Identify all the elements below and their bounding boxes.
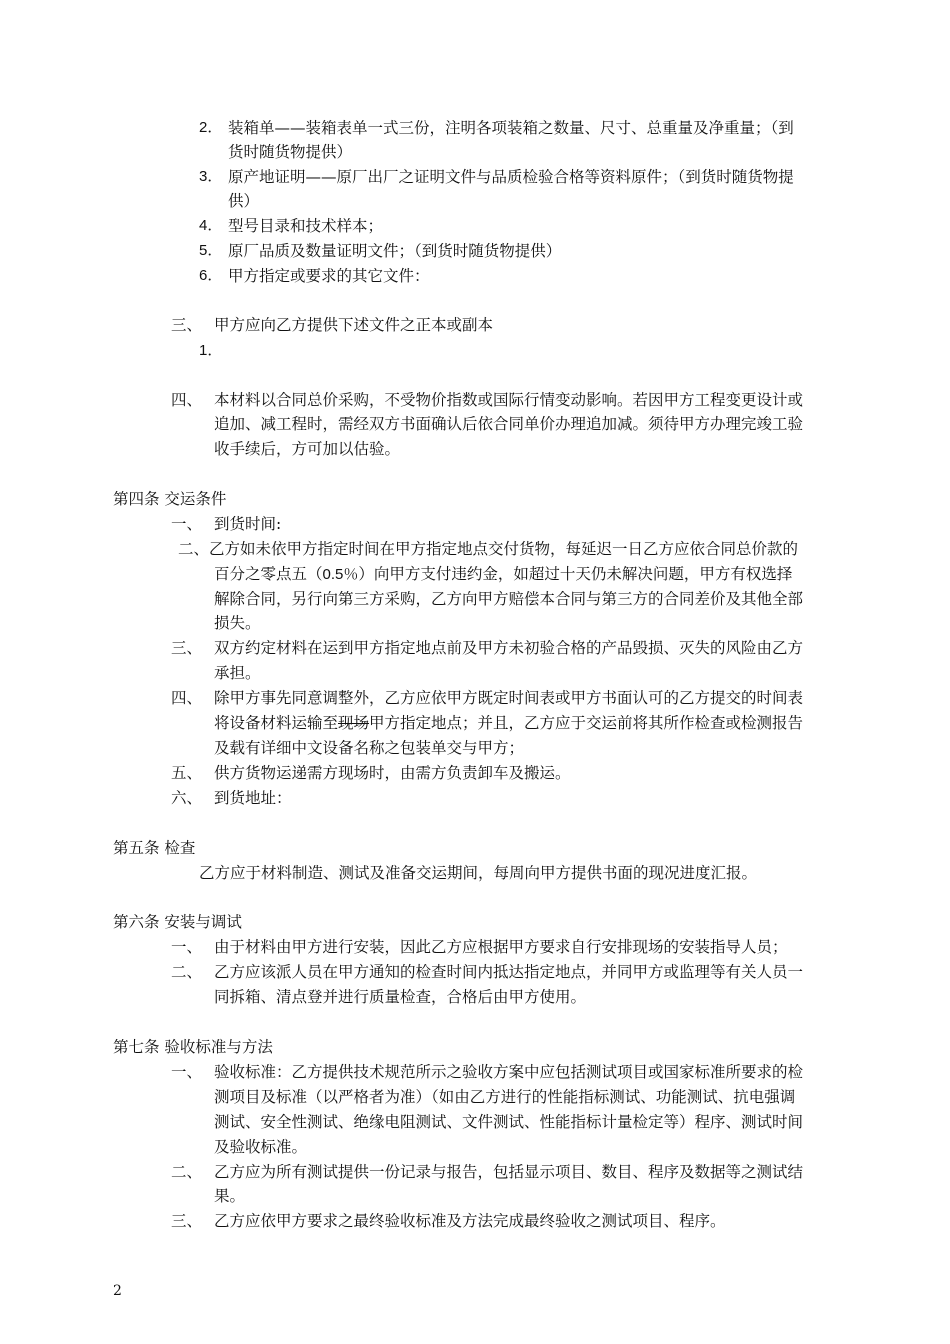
list-number: 4． [199,217,223,234]
list-text: 货时随货物提供） [228,143,353,161]
clause-text: 同拆箱、清点登并进行质量检查，合格后由甲方使用。 [214,988,587,1006]
clause-mark: 二、 [171,963,203,981]
article-title: 第五条 检查 [113,839,196,857]
struck-text: 现场 [338,714,370,732]
clause-mark: 三、 [171,316,203,334]
clause-text: 及验收标准。 [214,1138,308,1156]
clause-mark: 四、 [171,689,203,707]
clause-mark: 二、 [171,1163,203,1181]
clause-text: 供方货物运递需方现场时，由需方负责卸车及搬运。 [214,764,571,782]
list-number: 3． [199,168,223,185]
clause-text: 乙方应依甲方要求之最终验收标准及方法完成最终验收之测试项目、程序。 [214,1212,726,1230]
list-text: 甲方指定或要求的其它文件： [228,267,430,285]
text-segment: 将设备材料运输至 [214,714,339,732]
clause-mark: 一、 [171,1063,203,1081]
article-title: 第六条 安装与调试 [113,913,242,931]
clause-text: 到货地址： [214,789,292,807]
clause-mark: 一、 [171,515,203,533]
clause-text: 本材料以合同总价采购，不受物价指数或国际行情变动影响。若因甲方工程变更设计或 [214,391,804,409]
text-segment: 百分之零点五（ [214,565,323,583]
clause-text: 乙方应该派人员在甲方通知的检查时间内抵达指定地点，并同甲方或监理等有关人员一 [214,963,804,981]
list-text: 供） [228,192,260,210]
clause-mark: 四、 [171,391,203,409]
clause-text [214,562,792,587]
clause-text: 二、乙方如未依甲方指定时间在甲方指定地点交付货物，每延迟一日乙方应依合同总价款的 [178,540,799,558]
list-text: 型号目录和技术样本； [228,217,384,235]
clause-text: 甲方应向乙方提供下述文件之正本或副本 [214,316,494,334]
clause-text: 测试、安全性测试、绝缘电阻测试、文件测试、性能指标计量检定等）程序、测试时间 [214,1113,804,1131]
clause-text: 验收标准：乙方提供技术规范所示之验收方案中应包括测试项目或国家标准所要求的检 [214,1063,804,1081]
clause-text: 收手续后，方可加以估验。 [214,440,401,458]
clause-text: 除甲方事先同意调整外，乙方应依甲方既定时间表或甲方书面认可的乙方提交的时间表 [214,689,804,707]
clause-text: 由于材料由甲方进行安装，因此乙方应根据甲方要求自行安排现场的安装指导人员； [214,938,788,956]
list-number: 2． [199,119,223,136]
page-number: 2 [113,1283,122,1299]
list-number: 5． [199,242,223,259]
clause-mark: 六、 [171,789,203,807]
clause-mark: 五、 [171,764,203,782]
clause-text: 双方约定材料在运到甲方指定地点前及甲方未初验合格的产品毁损、灭失的风险由乙方 [214,639,804,657]
clause-text: 解除合同，另行向第三方采购，乙方向甲方赔偿本合同与第三方的合同差价及其他全部 [214,590,804,608]
clause-mark: 一、 [171,938,203,956]
article-title: 第七条 验收标准与方法 [113,1038,273,1056]
clause-text: 及载有详细中文设备名称之包装单交与甲方； [214,739,525,757]
clause-text: 测项目及标准（以严格者为准）（如由乙方进行的性能指标测试、功能测试、抗电强调 [214,1088,796,1106]
penalty-rate: 0.5％ [322,566,359,583]
list-number: 1． [199,342,223,359]
list-number: 6． [199,267,223,284]
clause-text: 乙方应于材料制造、测试及准备交运期间，每周向甲方提供书面的现况进度汇报。 [199,864,758,882]
clause-text: 到货时间: [214,515,282,533]
text-segment: 甲方指定地点；并且，乙方应于交运前将其所作检查或检测报告 [369,714,804,732]
clause-text: 承担。 [214,664,261,682]
clause-text: 乙方应为所有测试提供一份记录与报告，包括显示项目、数目、程序及数据等之测试结 [214,1163,804,1181]
clause-text: 追加、减工程时，需经双方书面确认后依合同单价办理追加减。须待甲方办理完竣工验 [214,415,804,433]
list-text: 装箱单——装箱表单一式三份，注明各项装箱之数量、尺寸、总重量及净重量；（到 [228,119,794,137]
clause-mark: 三、 [171,639,203,657]
list-text: 原产地证明——原厂出厂之证明文件与品质检验合格等资料原件；（到货时随货物提 [228,168,794,186]
text-segment: ）向甲方支付违约金，如超过十天仍未解决问题，甲方有权选择 [358,565,793,583]
clause-text [214,711,803,735]
clause-text: 果。 [214,1187,246,1205]
clause-text: 损失。 [214,614,261,632]
list-text: 原厂品质及数量证明文件；（到货时随货物提供） [228,242,562,260]
article-title: 第四条 交运条件 [113,490,227,508]
clause-mark: 三、 [171,1212,203,1230]
